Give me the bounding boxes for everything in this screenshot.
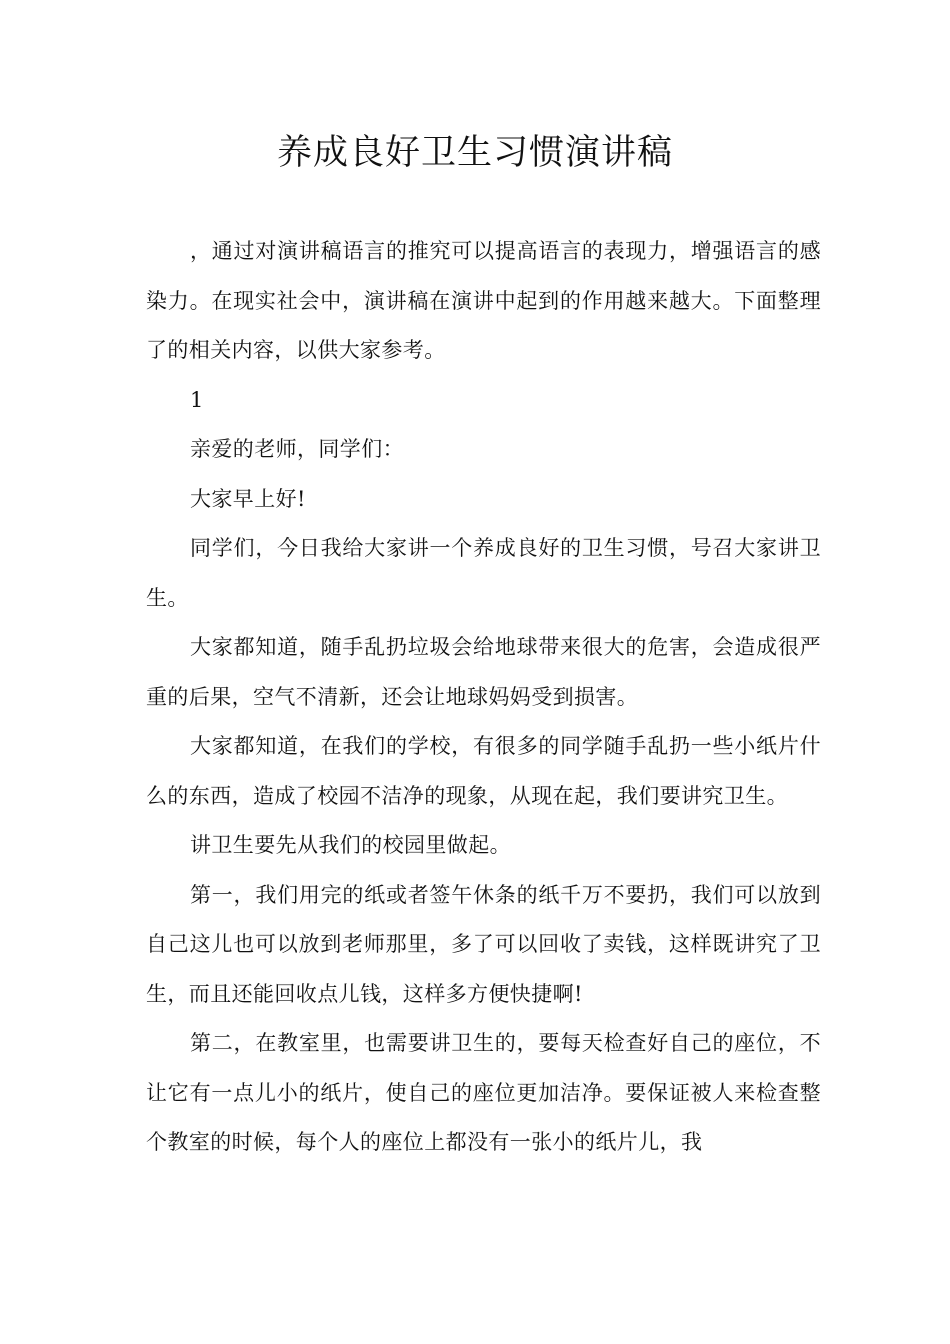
paragraph-good-morning: 大家早上好! <box>190 486 306 511</box>
paragraph-greeting: 亲爱的老师，同学们： <box>190 437 404 461</box>
paragraph-first-point: 第一，我们用完的纸或者签午休条的纸千万不要扔，我们可以放到自己这儿也可以放到老师那里，多了可以回收了卖钱，这样既讲究了卫生，而且还能回收点儿钱，这样多方便快捷啊! <box>146 882 821 1006</box>
document-title: 养成良好卫生习惯演讲稿 <box>276 133 673 173</box>
paragraph-harm: 大家都知道，随手乱扔垃圾会给地球带来很大的危害，会造成很严重的后果，空气不清新，还会让地球妈妈受到损害。 <box>146 635 821 709</box>
document-body <box>146 227 821 1168</box>
paragraph-second-point: 第二，在教室里，也需要讲卫生的，要每天检查好自己的座位，不让它有一点儿小的纸片，使自己的座位更加洁净。要保证被人来检查整个教室的时候，每个人的座位上都没有一张小的纸片儿，我 <box>146 1031 821 1154</box>
paragraph-topic: 同学们，今日我给大家讲一个养成良好的卫生习惯，号召大家讲卫生。 <box>146 536 821 610</box>
paragraph-intro: ，通过对演讲稿语言的推究可以提高语言的表现力，增强语言的感染力。在现实社会中，演讲稿在演讲中起到的作用越来越大。下面整理了的相关内容，以供大家参考。 <box>146 239 821 362</box>
paragraph-section-number: 1 <box>190 387 204 412</box>
paragraph-school-litter: 大家都知道，在我们的学校，有很多的同学随手乱扔一些小纸片什么的东西，造成了校园不洁净的现象，从现在起，我们要讲究卫生。 <box>146 734 821 808</box>
paragraph-start-from-campus: 讲卫生要先从我们的校园里做起。 <box>190 833 511 857</box>
